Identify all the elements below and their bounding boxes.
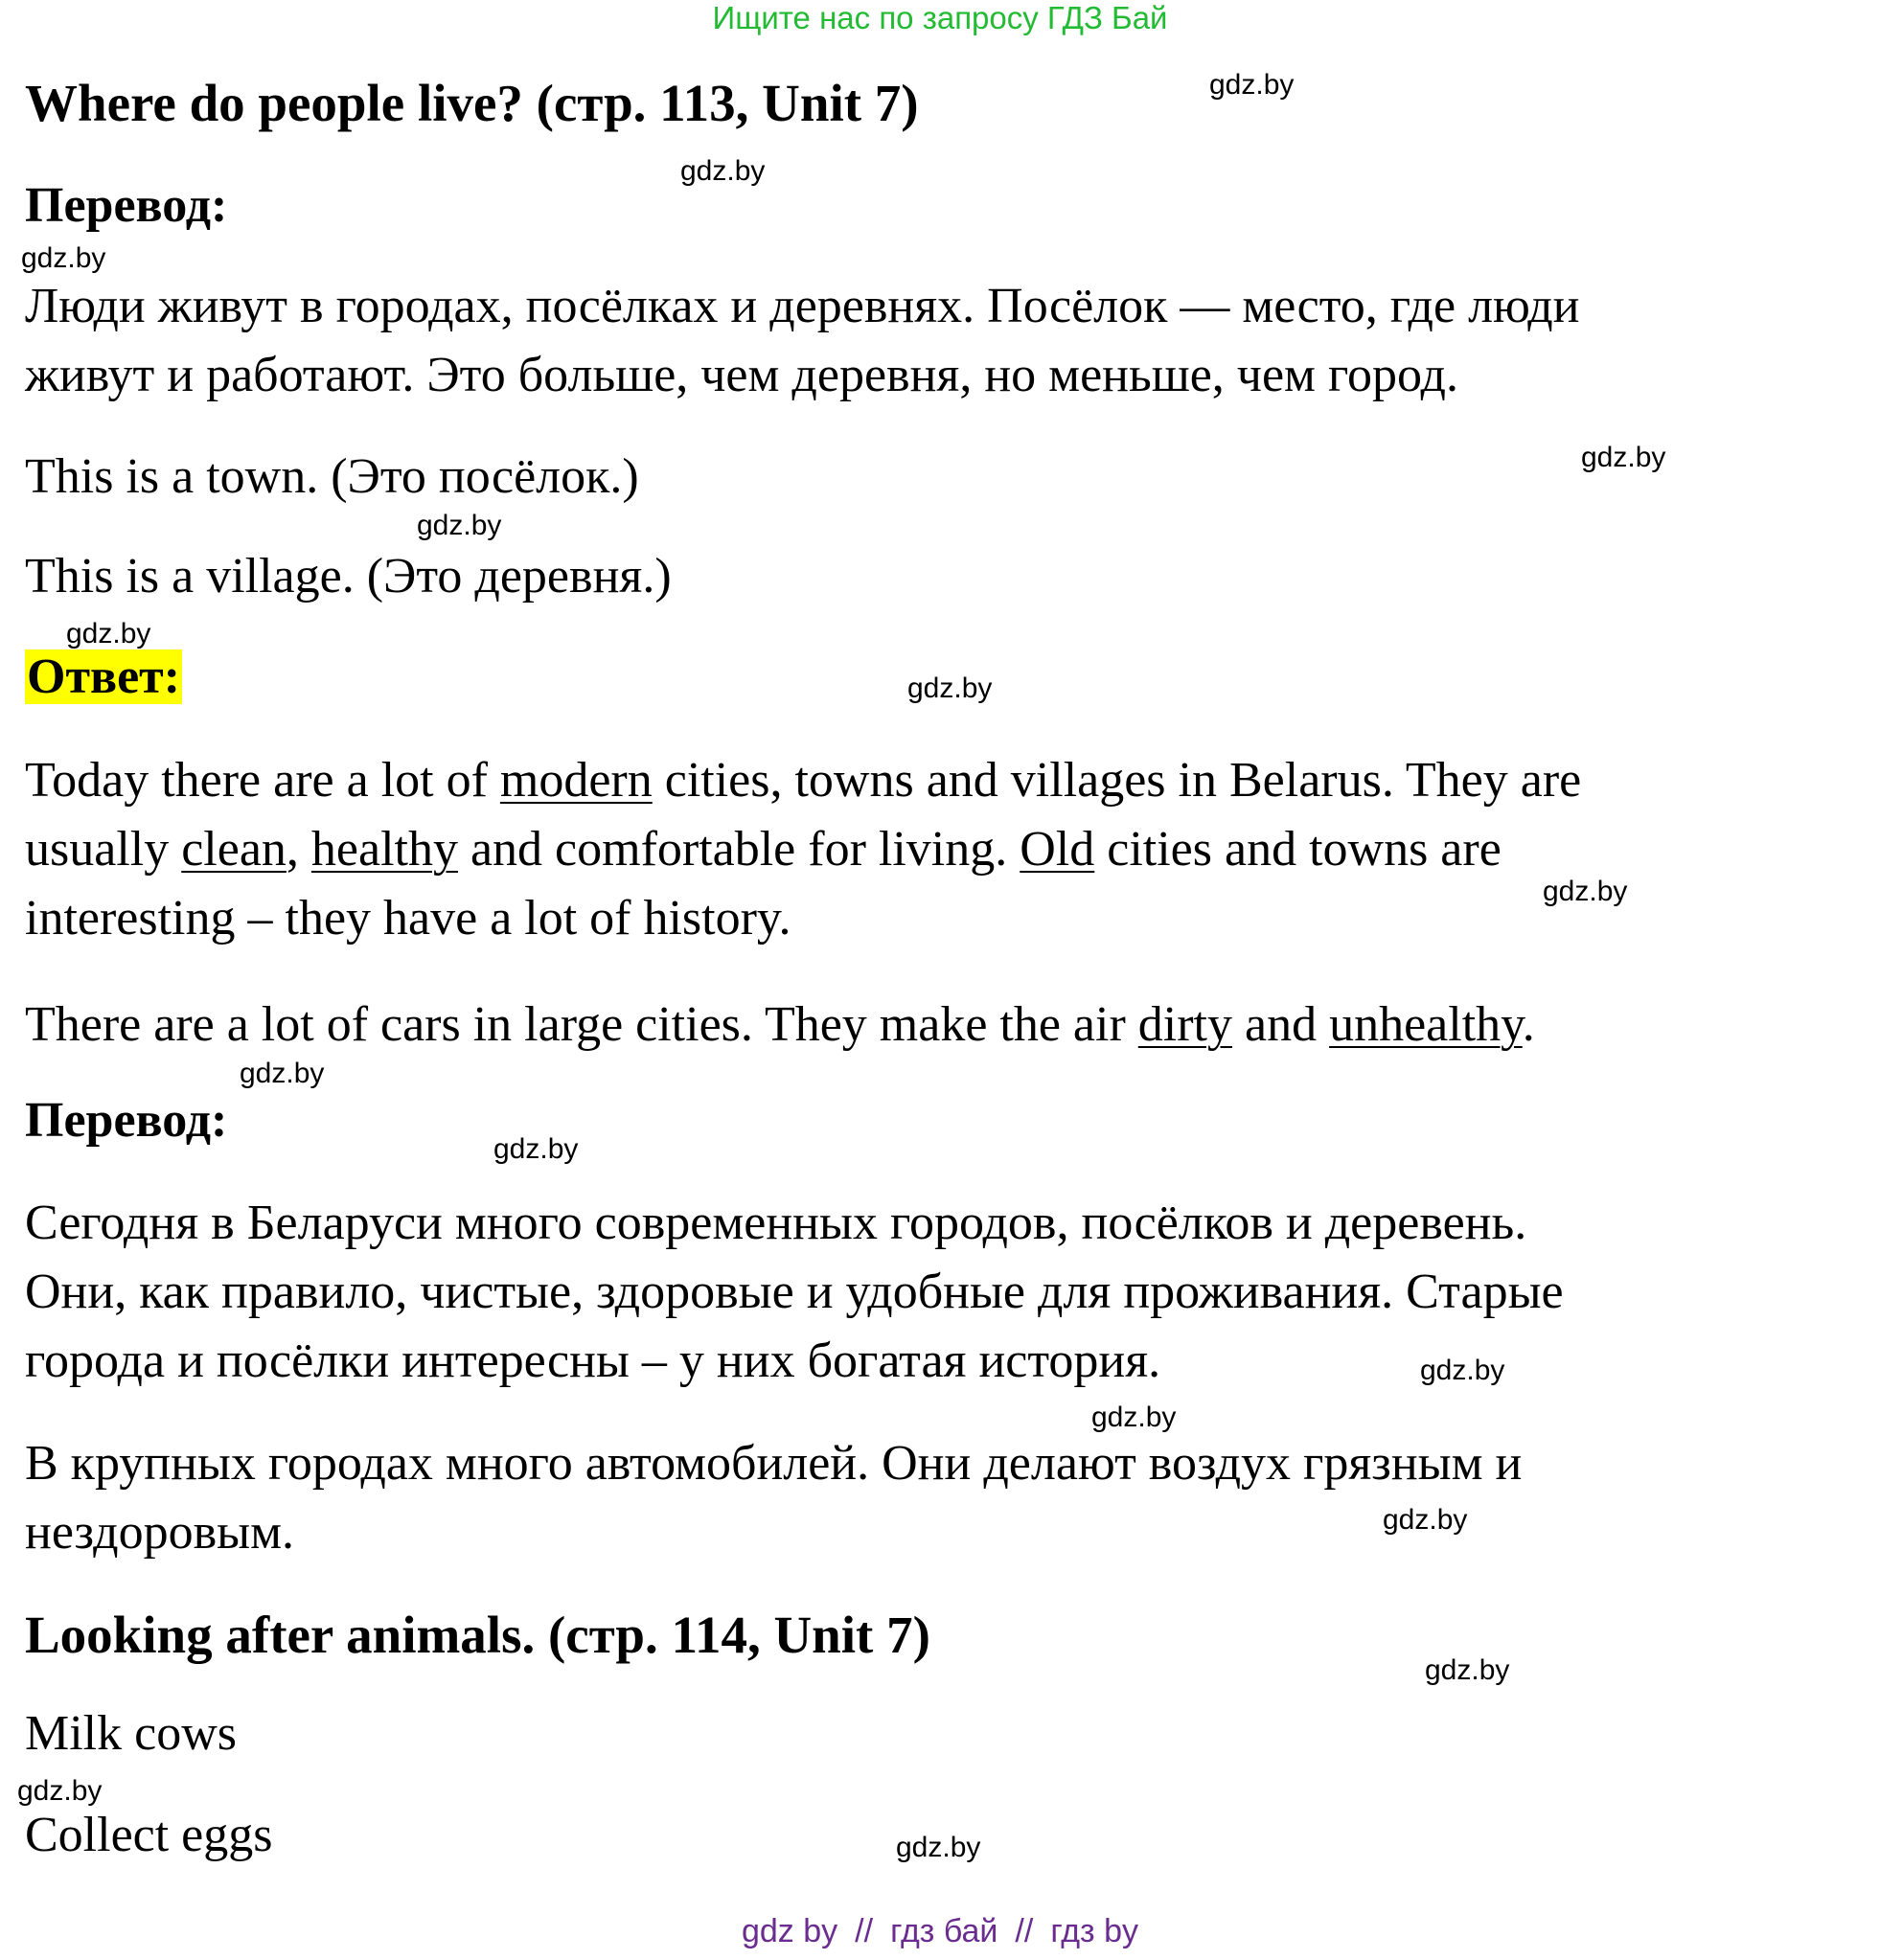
watermark: gdz.by xyxy=(896,1832,981,1863)
watermark: gdz.by xyxy=(17,1775,103,1807)
watermark: gdz.by xyxy=(680,155,766,187)
answer-text: and xyxy=(1232,997,1330,1052)
underlined-word-healthy: healthy xyxy=(310,822,458,877)
section-title-where-do-people-live: Where do people live? (стр. 113, Unit 7) xyxy=(25,74,919,132)
watermark: gdz.by xyxy=(21,242,106,274)
watermark: gdz.by xyxy=(66,618,151,650)
watermark: gdz.by xyxy=(1581,442,1666,473)
answer-line xyxy=(25,815,1581,884)
answer-label: Ответ: xyxy=(27,650,181,704)
list-item-collect-eggs: Collect eggs xyxy=(25,1808,273,1862)
answer-text: cities and towns are xyxy=(1094,822,1502,877)
translation-paragraph-3 xyxy=(25,1429,1522,1567)
answer-text: and comfortable for living. xyxy=(457,822,1020,877)
example-village: This is a village. (Это деревня.) xyxy=(25,549,672,604)
underlined-word-modern: modern xyxy=(499,753,653,808)
answer-line-cars xyxy=(25,991,1535,1060)
translation-line: города и посёлки интересны – у них богатая история. xyxy=(25,1333,1161,1388)
watermark: gdz.by xyxy=(417,510,502,541)
watermark: gdz.by xyxy=(493,1133,579,1165)
translation-line: живут и работают. Это больше, чем деревня, но меньше, чем город. xyxy=(25,348,1458,402)
translation-line: нездоровым. xyxy=(25,1505,294,1560)
list-item-milk-cows: Milk cows xyxy=(25,1706,237,1761)
answer-line: interesting – they have a lot of history. xyxy=(25,891,791,946)
footer-links xyxy=(0,1913,1880,1950)
answer-text: . xyxy=(1522,997,1535,1052)
answer-text: , xyxy=(286,822,311,877)
answer-paragraph xyxy=(25,746,1581,953)
footer-link[interactable]: gdz by xyxy=(741,1913,838,1949)
answer-line xyxy=(25,746,1581,815)
footer-separator: // xyxy=(1015,1913,1034,1949)
watermark: gdz.by xyxy=(1543,876,1628,907)
footer-separator: // xyxy=(855,1913,874,1949)
translation-line: Они, как правило, чистые, здоровые и удобные для проживания. Старые xyxy=(25,1265,1564,1319)
translation-label: Перевод: xyxy=(25,178,228,233)
underlined-word-clean: clean xyxy=(181,822,287,877)
underlined-word-dirty: dirty xyxy=(1137,997,1232,1052)
watermark: gdz.by xyxy=(1425,1654,1510,1686)
answer-text: Today there are a lot of xyxy=(25,753,500,808)
footer-link[interactable]: гдз by xyxy=(1050,1913,1138,1949)
answer-text: cities, towns and villages in Belarus. They are xyxy=(652,753,1582,808)
underlined-word-old: Old xyxy=(1020,822,1095,877)
translation-line: Сегодня в Беларуси много современных городов, посёлков и деревень. xyxy=(25,1196,1527,1250)
translation-paragraph-2 xyxy=(25,1189,1564,1396)
answer-label-wrap xyxy=(25,649,182,705)
footer-link[interactable]: гдз бай xyxy=(890,1913,998,1949)
section-title-looking-after-animals: Looking after animals. (стр. 114, Unit 7) xyxy=(25,1606,930,1664)
watermark: gdz.by xyxy=(1383,1504,1468,1536)
watermark: gdz.by xyxy=(1420,1355,1505,1386)
watermark: gdz.by xyxy=(1209,69,1295,101)
answer-text: usually xyxy=(25,822,182,877)
answer-text: There are a lot of cars in large cities. They make the air xyxy=(25,997,1138,1052)
translation-paragraph xyxy=(25,272,1580,410)
translation-line: В крупных городах много автомобилей. Они делают воздух грязным и xyxy=(25,1436,1523,1491)
example-town: This is a town. (Это посёлок.) xyxy=(25,449,639,504)
underlined-word-unhealthy: unhealthy xyxy=(1329,997,1523,1052)
translation-label-2: Перевод: xyxy=(25,1093,228,1148)
watermark: gdz.by xyxy=(907,672,993,704)
watermark: gdz.by xyxy=(240,1058,325,1089)
translation-line: Люди живут в городах, посёлках и деревнях. Посёлок — место, где люди xyxy=(25,279,1580,333)
watermark: gdz.by xyxy=(1091,1402,1177,1433)
top-banner: Ищите нас по запросу ГДЗ Бай xyxy=(712,0,1168,35)
